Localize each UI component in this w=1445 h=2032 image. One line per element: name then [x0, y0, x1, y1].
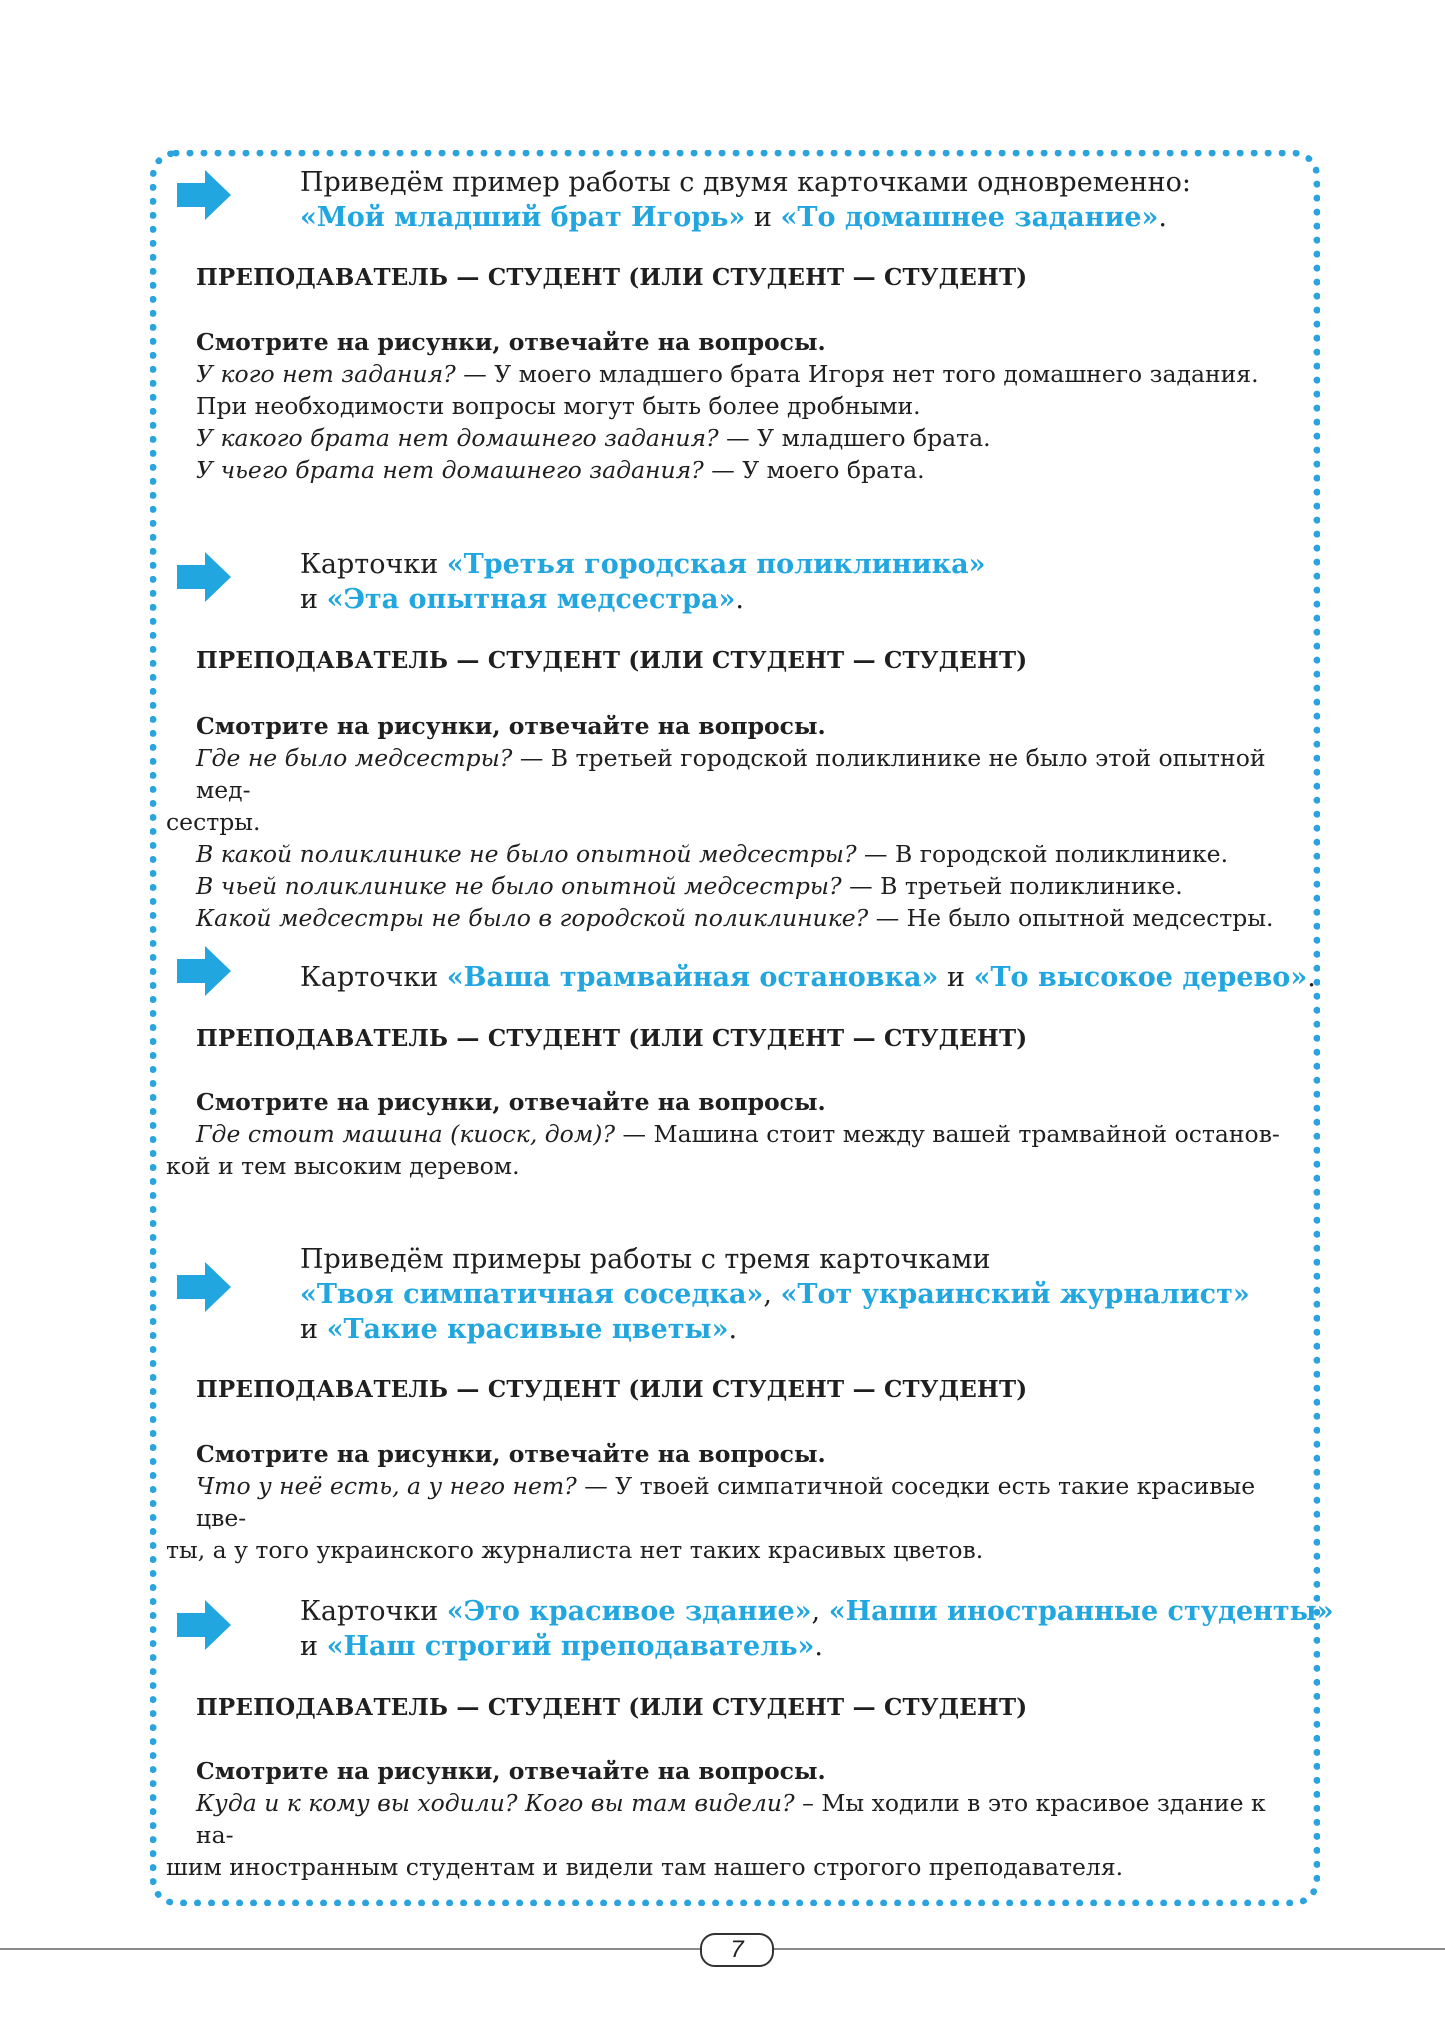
question-text: Куда и к кому вы ходили? Кого вы там видели?	[196, 1789, 795, 1817]
question-text: Что у неё есть, а у него нет?	[196, 1472, 577, 1500]
card-title: «Наши иностранные студенты»	[828, 1596, 1334, 1627]
question-text: Какой медсестры не было в городской поликлинике?	[196, 904, 869, 932]
section-intro	[300, 960, 1316, 995]
card-title: «Эта опытная медсестра»	[326, 584, 736, 615]
text-segment: кой и тем высоким деревом.	[166, 1152, 520, 1180]
text-line	[196, 358, 1306, 390]
text-line	[196, 902, 1306, 934]
question-text: В чьей поликлинике не было опытной медсестры?	[196, 872, 842, 900]
text-line	[166, 1534, 1306, 1566]
text-segment: и	[300, 1314, 327, 1345]
section-intro	[300, 1594, 1334, 1664]
section-body	[166, 1755, 1306, 1883]
section-body	[166, 710, 1306, 934]
text-line	[196, 422, 1306, 454]
text-segment: .	[814, 1631, 824, 1662]
question-text: У кого нет задания?	[196, 360, 456, 388]
card-title: «То высокое дерево»	[973, 962, 1308, 993]
text-segment: — У твоей симпатичной соседки есть такие красивые цве-	[196, 1472, 1256, 1532]
card-title: «Третья городская поликлиника»	[446, 549, 986, 580]
card-title: «Такие красивые цветы»	[326, 1314, 729, 1345]
instruction: Смотрите на рисунки, отвечайте на вопросы.	[196, 1440, 826, 1468]
section-heading: ПРЕПОДАВАТЕЛЬ — СТУДЕНТ (ИЛИ СТУДЕНТ — СТУДЕНТ)	[196, 1376, 1028, 1403]
section-heading: ПРЕПОДАВАТЕЛЬ — СТУДЕНТ (ИЛИ СТУДЕНТ — СТУДЕНТ)	[196, 1694, 1028, 1721]
instruction: Смотрите на рисунки, отвечайте на вопросы.	[196, 1757, 826, 1785]
text-segment: .	[1158, 202, 1167, 233]
card-title: «Твоя симпатичная соседка»	[300, 1279, 764, 1310]
text-segment: Карточки	[300, 962, 447, 993]
text-segment: Приведём пример работы с двумя карточками одновременно:	[300, 167, 1192, 198]
question-text: У какого брата нет домашнего задания?	[196, 424, 719, 452]
text-segment: – Мы ходили в это красивое здание к на-	[196, 1789, 1266, 1849]
question-text: У чьего брата нет домашнего задания?	[196, 456, 704, 484]
text-segment: — Машина стоит между вашей трамвайной останов-	[615, 1120, 1280, 1148]
text-line	[196, 838, 1306, 870]
arrow-right-icon	[177, 946, 231, 996]
section-body	[196, 326, 1306, 486]
section-intro	[300, 1242, 1250, 1347]
text-segment: — У младшего брата.	[718, 424, 991, 452]
text-line	[196, 390, 1306, 422]
text-line	[196, 1787, 1306, 1851]
intro-line	[300, 547, 985, 582]
arrow-right-icon	[177, 170, 231, 220]
intro-line	[300, 582, 985, 617]
text-segment: .	[735, 584, 744, 615]
text-segment: При необходимости вопросы могут быть более дробными.	[196, 392, 921, 420]
arrow-right-icon	[177, 1262, 231, 1312]
text-line	[166, 806, 1306, 838]
card-title: «Это красивое здание»	[446, 1596, 812, 1627]
text-segment: — В третьей поликлинике.	[841, 872, 1183, 900]
section-heading: ПРЕПОДАВАТЕЛЬ — СТУДЕНТ (ИЛИ СТУДЕНТ — СТУДЕНТ)	[196, 647, 1028, 674]
intro-line	[300, 1277, 1250, 1312]
arrow-right-icon	[177, 552, 231, 602]
text-segment: — У моего брата.	[703, 456, 925, 484]
text-segment: Карточки	[300, 1596, 447, 1627]
text-segment: .	[728, 1314, 738, 1345]
text-line	[196, 1118, 1306, 1150]
text-line	[196, 1470, 1306, 1534]
card-title: «То домашнее задание»	[780, 202, 1159, 233]
text-segment: и	[300, 584, 327, 615]
page-number: 7	[700, 1933, 774, 1967]
text-segment: Карточки	[300, 549, 447, 580]
intro-line	[300, 165, 1191, 200]
text-segment: сестры.	[166, 808, 261, 836]
arrow-right-icon	[177, 1600, 231, 1650]
instruction: Смотрите на рисунки, отвечайте на вопросы.	[196, 328, 826, 356]
question-text: Где не было медсестры?	[196, 744, 513, 772]
intro-line	[300, 1594, 1334, 1629]
intro-line	[300, 1629, 1334, 1664]
card-title: «Мой младший брат Игорь»	[300, 202, 746, 233]
text-line	[166, 1851, 1306, 1883]
card-title: «Тот украинский журналист»	[780, 1279, 1250, 1310]
text-segment: ,	[811, 1596, 829, 1627]
intro-line	[300, 1312, 1250, 1347]
text-segment: — У моего младшего брата Игоря нет того домашнего задания.	[455, 360, 1259, 388]
card-title: «Ваша трамвайная остановка»	[446, 962, 939, 993]
text-line	[196, 742, 1306, 806]
instruction: Смотрите на рисунки, отвечайте на вопросы.	[196, 712, 826, 740]
text-segment: шим иностранным студентам и видели там нашего строгого преподавателя.	[166, 1853, 1124, 1881]
text-segment: и	[300, 1631, 327, 1662]
text-segment: ты, а у того украинского журналиста нет таких красивых цветов.	[166, 1536, 984, 1564]
text-segment: и	[745, 202, 781, 233]
text-segment: — Не было опытной медсестры.	[868, 904, 1274, 932]
text-segment: — В городской поликлинике.	[856, 840, 1229, 868]
intro-line	[300, 1242, 1250, 1277]
text-segment: ,	[763, 1279, 781, 1310]
text-line	[196, 870, 1306, 902]
section-body	[166, 1086, 1306, 1182]
text-segment: и	[938, 962, 974, 993]
section-heading: ПРЕПОДАВАТЕЛЬ — СТУДЕНТ (ИЛИ СТУДЕНТ — СТУДЕНТ)	[196, 264, 1028, 291]
intro-line	[300, 960, 1316, 995]
text-line	[166, 1150, 1306, 1182]
section-intro	[300, 165, 1191, 235]
text-segment: Приведём примеры работы с тремя карточками	[300, 1244, 991, 1275]
question-text: В какой поликлинике не было опытной медсестры?	[196, 840, 857, 868]
instruction: Смотрите на рисунки, отвечайте на вопросы.	[196, 1088, 826, 1116]
intro-line	[300, 200, 1191, 235]
text-line	[196, 454, 1306, 486]
text-segment: — В третьей городской поликлинике не было этой опытной мед-	[196, 744, 1266, 804]
section-intro	[300, 547, 985, 617]
card-title: «Наш строгий преподаватель»	[326, 1631, 815, 1662]
section-body	[166, 1438, 1306, 1566]
question-text: Где стоит машина (киоск, дом)?	[196, 1120, 616, 1148]
text-segment: .	[1307, 962, 1316, 993]
section-heading: ПРЕПОДАВАТЕЛЬ — СТУДЕНТ (ИЛИ СТУДЕНТ — СТУДЕНТ)	[196, 1025, 1028, 1052]
